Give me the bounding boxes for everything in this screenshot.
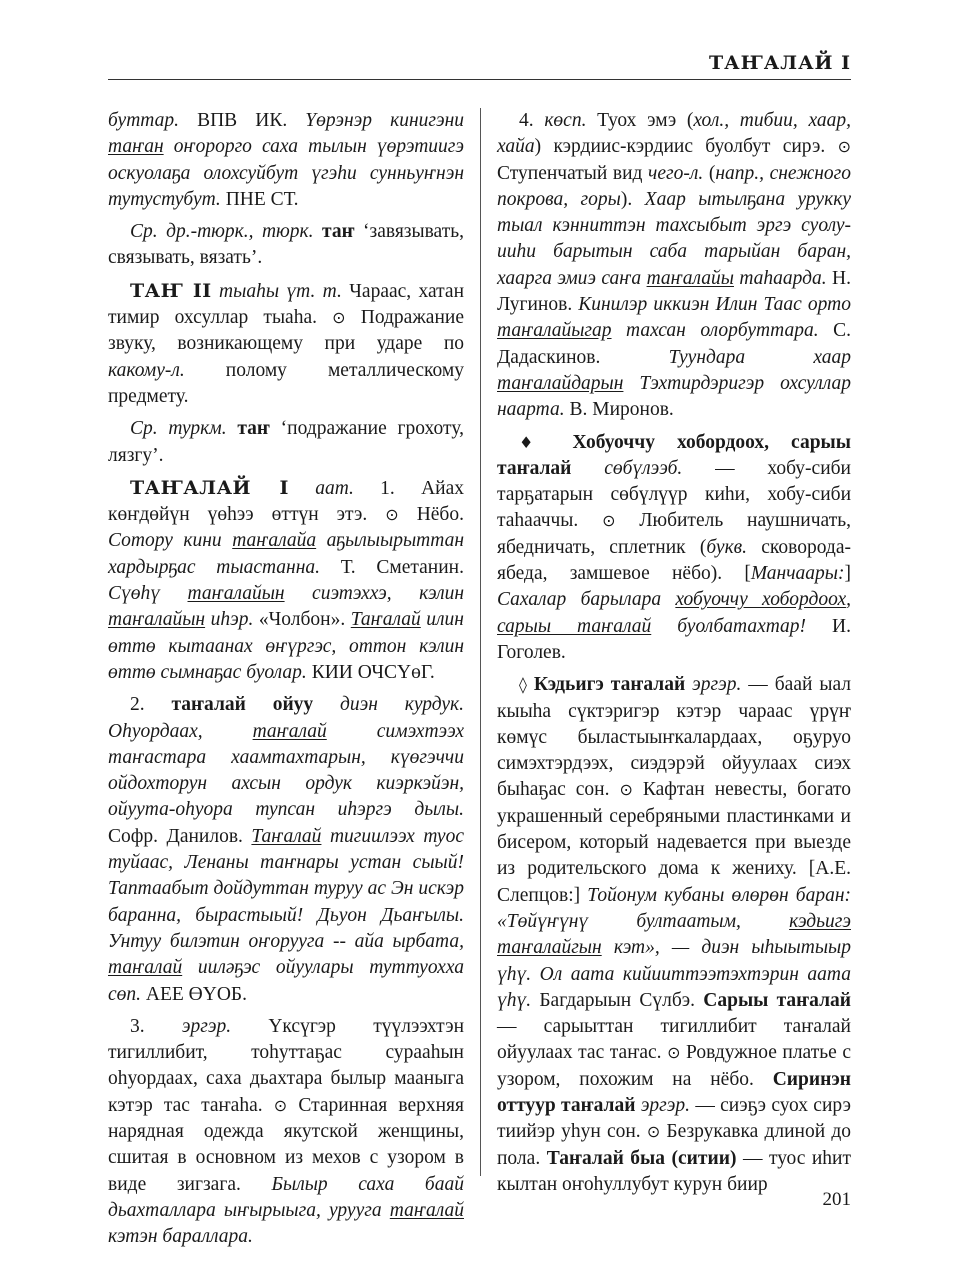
text-run bbox=[289, 478, 315, 499]
dictionary-paragraph bbox=[108, 1014, 464, 1251]
text-run: — сиэҕэ суох сирэ тиийэр уһун сон. bbox=[497, 1094, 852, 1143]
text-run: 4. bbox=[519, 110, 545, 131]
text-run: какому-л. bbox=[108, 359, 185, 381]
text-run: ‘подражание грохоту, лязгу’. bbox=[108, 418, 464, 466]
headword: ТАҤАЛАЙ I bbox=[130, 476, 289, 499]
marker-symbol: ⊙ bbox=[602, 511, 616, 531]
text-run: ииләҕэс ойуулары туттуохха сөп. bbox=[108, 957, 464, 1005]
text-run: кэт», — диэн ыһыытыыр үһү. Ол аата кийииттээтэхтэрин аата үһү. bbox=[497, 937, 851, 1011]
text-run: хол., тибии, хаар, хайа bbox=[497, 110, 851, 158]
text-run: Нёбо. bbox=[398, 504, 464, 526]
text-run: таҥалайын bbox=[187, 583, 285, 605]
text-run: Кафтан невесты, богато украшенный серебряными пластинками и бисером, который надевается при выезде из родительского дома к жениху. [А.Е. Слепцов:] bbox=[497, 779, 852, 906]
text-run: Сахалар барылара bbox=[497, 589, 676, 611]
marker-symbol: ⊙ bbox=[619, 780, 633, 800]
text-run: ] bbox=[844, 563, 851, 585]
text-run: таҥалайы bbox=[646, 267, 734, 289]
text-run: — туос иһит кылтан оҥоһуллубут курун биир bbox=[497, 1147, 851, 1195]
text-run: Сүөһү bbox=[108, 583, 188, 605]
text-run: — баай ыал кыыһа сүктэригэр кэтэр чараас үрүҥ көмүс быластыыҥкалардаах, оҕуруо симэхтэрдээх, сиэдэрэй ойуулаах сиэх быһаҕас сон. bbox=[497, 674, 852, 801]
text-run: Безрукавка длиной до пола. bbox=[497, 1121, 851, 1169]
text-run: Сотору кини bbox=[108, 530, 233, 552]
text-run: илин өттө кытаанах өҥүргэс, оттон кэлин өттө сымнаҕас буолар. bbox=[108, 609, 464, 683]
text-run: иһэр. bbox=[205, 609, 259, 631]
text-run: Ср. др.-тюрк., тюрк. bbox=[130, 221, 322, 243]
text-run: таҥ bbox=[322, 221, 355, 243]
text-run: буттар. bbox=[108, 110, 198, 131]
text-run: напр., снежного покрова, горы bbox=[497, 162, 852, 210]
text-run: ‘завязывать, связывать, вязать’. bbox=[108, 221, 464, 269]
marker-symbol: ⊙ bbox=[837, 137, 851, 157]
text-run: эргэр. bbox=[181, 1015, 232, 1037]
text-run: сковорода-ябеда, замшевое нёбо). [ bbox=[497, 536, 851, 585]
text-run: таҥалай ойуу bbox=[171, 694, 314, 716]
dictionary-paragraph bbox=[108, 475, 464, 686]
text-run: Таҥалай быа (ситии) bbox=[546, 1147, 737, 1169]
text-run: Былыр саха баай дьахталлара ыҥырыыга, урууга bbox=[108, 1173, 464, 1221]
marker-symbol: ⊙ bbox=[273, 1095, 288, 1115]
text-run: кэдьигэ таҥалайгын bbox=[497, 910, 851, 959]
text-run: таҥалайын bbox=[108, 609, 206, 631]
text-run: тигиилээх туос туйаас, Ленаны таҥнары устан сыый! Таптаабыт дойдуттан туруу ас Эн искэр баранна, бырастыый! Дьуон Дьаҥылы. Унтуу билэтин оҥоруугa -- айа ырбата, bbox=[108, 825, 464, 952]
text-run: Любитель наушничать, ябедничать, сплетник ( bbox=[497, 510, 851, 558]
text-run: Ровдужное платье с узором, похожим на нёбо. bbox=[497, 1042, 851, 1090]
text-run: сөбүлээб. bbox=[604, 457, 683, 479]
text-run: полому металлическому предмету. bbox=[108, 359, 464, 407]
dictionary-paragraph bbox=[108, 278, 464, 410]
text-run: эргэр. bbox=[692, 674, 742, 696]
text-run: Подражание звуку, возникающему при ударе по bbox=[108, 307, 464, 355]
text-run: оҥорорго саха тылын үөрэтиигэ оскуолаҕа олохсуйбут үгэһи сунньуҥнэн тутустубут. bbox=[108, 136, 464, 210]
text-run: Чараас, хатан тимир охсуллар тыаһа. bbox=[108, 280, 465, 329]
text-run: Үксүгэр түүлээхтэн тигиллибит, тоһуттаҕас сурааһын оһуордаах, саха дьахтара былыр мааныга кэтэр тас таҥаһа. bbox=[108, 1015, 464, 1116]
text-run: — хобу-сиби тарҕатарын сөбүлүүр киһи, хобу-сиби таһааччы. bbox=[497, 457, 851, 532]
page-number: 201 bbox=[822, 1189, 851, 1210]
text-run: АЕЕ ӨҮОБ. bbox=[145, 983, 248, 1005]
text-run: Т. Сметанин. bbox=[340, 556, 464, 578]
text-run: Туох эмэ ( bbox=[586, 110, 694, 131]
text-run: Кэдьигэ таҥалай bbox=[533, 674, 686, 696]
text-run: көсп. bbox=[544, 110, 587, 131]
text-run: Софр. Данилов. bbox=[108, 825, 252, 847]
text-run: хобуоччу хобордоох bbox=[675, 589, 847, 611]
text-run: КИИ ОЧСҮөГ. bbox=[311, 661, 435, 683]
text-run: Н. Лугинов. bbox=[497, 267, 851, 316]
text-run: Кинилэр иккиэн Илин Таас орто bbox=[578, 294, 851, 316]
text-run: таҥалай bbox=[252, 720, 327, 742]
text-run: эргэр. bbox=[640, 1094, 690, 1116]
dictionary-paragraph bbox=[497, 108, 851, 424]
text-run: тыаһы үт. т. bbox=[219, 280, 342, 302]
text-run: Ступенчатый вид bbox=[497, 162, 649, 184]
dictionary-paragraph bbox=[108, 416, 464, 469]
headword: ТАҤ II bbox=[130, 279, 212, 302]
text-run: чего-л. bbox=[648, 162, 704, 184]
text-run: Манчаары: bbox=[750, 563, 845, 585]
text-run: аҕылыырыттан хардырҕас тыастанна. bbox=[108, 530, 464, 578]
text-run: — сарыыттан тигиллибит таҥалай ойуулаах тас таҥас. bbox=[497, 1016, 851, 1064]
text-run: Хаар ытылҕана урукку тыал кэнниттэн тахсыбыт эргэ суолу-ииһи барытын саба тарыйан баран, хаарга эмиэ саҥа bbox=[497, 188, 851, 289]
text-run: симэхтээх таҥастара хаамтахтарын, күөгэччи ойдохторун ахсын ордук киэркэйэн, ойуута-оһуора тупсан иһэргэ дылы. bbox=[108, 720, 464, 821]
text-run: аат. bbox=[315, 477, 354, 499]
text-run: сиэтэххэ, кэлин bbox=[284, 583, 465, 605]
text-run: Сиринэн оттуур таҥалай bbox=[497, 1068, 851, 1116]
dictionary-paragraph bbox=[497, 672, 851, 1198]
text-run: «Чолбон». bbox=[258, 609, 351, 631]
text-run: 2. bbox=[130, 694, 172, 716]
text-run: Тойонум кубаны өлөрөн баран: «Төйүҥүнү бултаатым, bbox=[497, 884, 851, 932]
text-run: таҥалайдарын bbox=[497, 372, 624, 394]
text-run: буолбатахтар! bbox=[651, 615, 833, 637]
marker-symbol: ⊙ bbox=[385, 505, 399, 525]
column-divider bbox=[480, 108, 481, 1176]
text-run: ВПВ ИК. bbox=[197, 110, 306, 131]
text-run: таҥалай bbox=[108, 957, 183, 979]
text-run: кэтэн бараллара. bbox=[108, 1226, 253, 1248]
text-run: Үөрэнэр кинигэни bbox=[305, 110, 464, 131]
text-run: И. Гоголев. bbox=[497, 615, 851, 663]
dictionary-paragraph bbox=[108, 692, 464, 1008]
text-run: таһаарда. bbox=[733, 267, 833, 289]
marker-symbol: ⊙ bbox=[646, 1122, 661, 1142]
text-run: диэн курдук. Оһуордаах, bbox=[108, 694, 464, 742]
text-run: , bbox=[846, 589, 851, 611]
text-run bbox=[313, 694, 340, 715]
text-run: ) кэрдиис-кэрдиис буолбут сирэ. bbox=[534, 136, 838, 158]
text-run: тахсан олорбуттара. bbox=[611, 320, 834, 342]
text-run: таҥалай bbox=[389, 1199, 464, 1221]
right-column bbox=[497, 108, 851, 1198]
header-rule bbox=[108, 79, 851, 80]
text-run: сарыы таҥалай bbox=[497, 615, 652, 637]
dictionary-paragraph bbox=[497, 430, 851, 667]
text-run: В. Миронов. bbox=[569, 399, 674, 421]
text-run: Таҥалай bbox=[350, 609, 421, 631]
text-run: Таҥалай bbox=[251, 825, 322, 847]
running-head: ТАҤАЛАЙ I bbox=[709, 52, 851, 74]
marker-symbol: ♦ bbox=[519, 432, 551, 452]
text-run: таҥалайыгар bbox=[497, 320, 612, 342]
text-run: таҥан bbox=[108, 136, 164, 158]
text-run: таҥалайа bbox=[232, 530, 317, 552]
text-run bbox=[212, 281, 219, 302]
text-run bbox=[550, 432, 572, 453]
text-run: 3. bbox=[130, 1015, 182, 1037]
text-run: Сарыы таҥалай bbox=[703, 989, 852, 1011]
text-run: 1. Айах көҥдөйүн үөһээ өттүн этэ. bbox=[108, 477, 464, 526]
text-run: Старинная верхняя нарядная одежда якутской женщины, сшитая в основном из мехов с узором в виде зигзага. bbox=[108, 1094, 464, 1195]
text-run: ( bbox=[703, 162, 716, 184]
marker-symbol: ⊙ bbox=[332, 308, 346, 328]
dictionary-paragraph bbox=[108, 108, 464, 213]
text-run: Тэхтирдэригэр охсуллар наарта. bbox=[497, 372, 851, 421]
dictionary-paragraph bbox=[108, 219, 464, 272]
text-run: С. Дадаскинов. bbox=[497, 320, 851, 368]
text-run: Туундара хаар bbox=[668, 346, 851, 368]
text-run: Багдарыын Сүлбэ. bbox=[539, 989, 704, 1011]
text-run: ПНЕ СТ. bbox=[225, 188, 299, 210]
text-run bbox=[571, 458, 604, 479]
text-run: таҥ bbox=[237, 418, 270, 440]
text-run: Ср. туркм. bbox=[130, 418, 238, 440]
marker-symbol: ◊ bbox=[519, 675, 527, 695]
text-run bbox=[527, 674, 534, 695]
text-run: букв. bbox=[706, 536, 748, 558]
text-run: Хобуоччу хобордоох, сарыы таҥалай bbox=[497, 431, 851, 479]
marker-symbol: ⊙ bbox=[667, 1043, 681, 1063]
left-column bbox=[108, 108, 464, 1250]
text-run: ). bbox=[620, 188, 645, 210]
